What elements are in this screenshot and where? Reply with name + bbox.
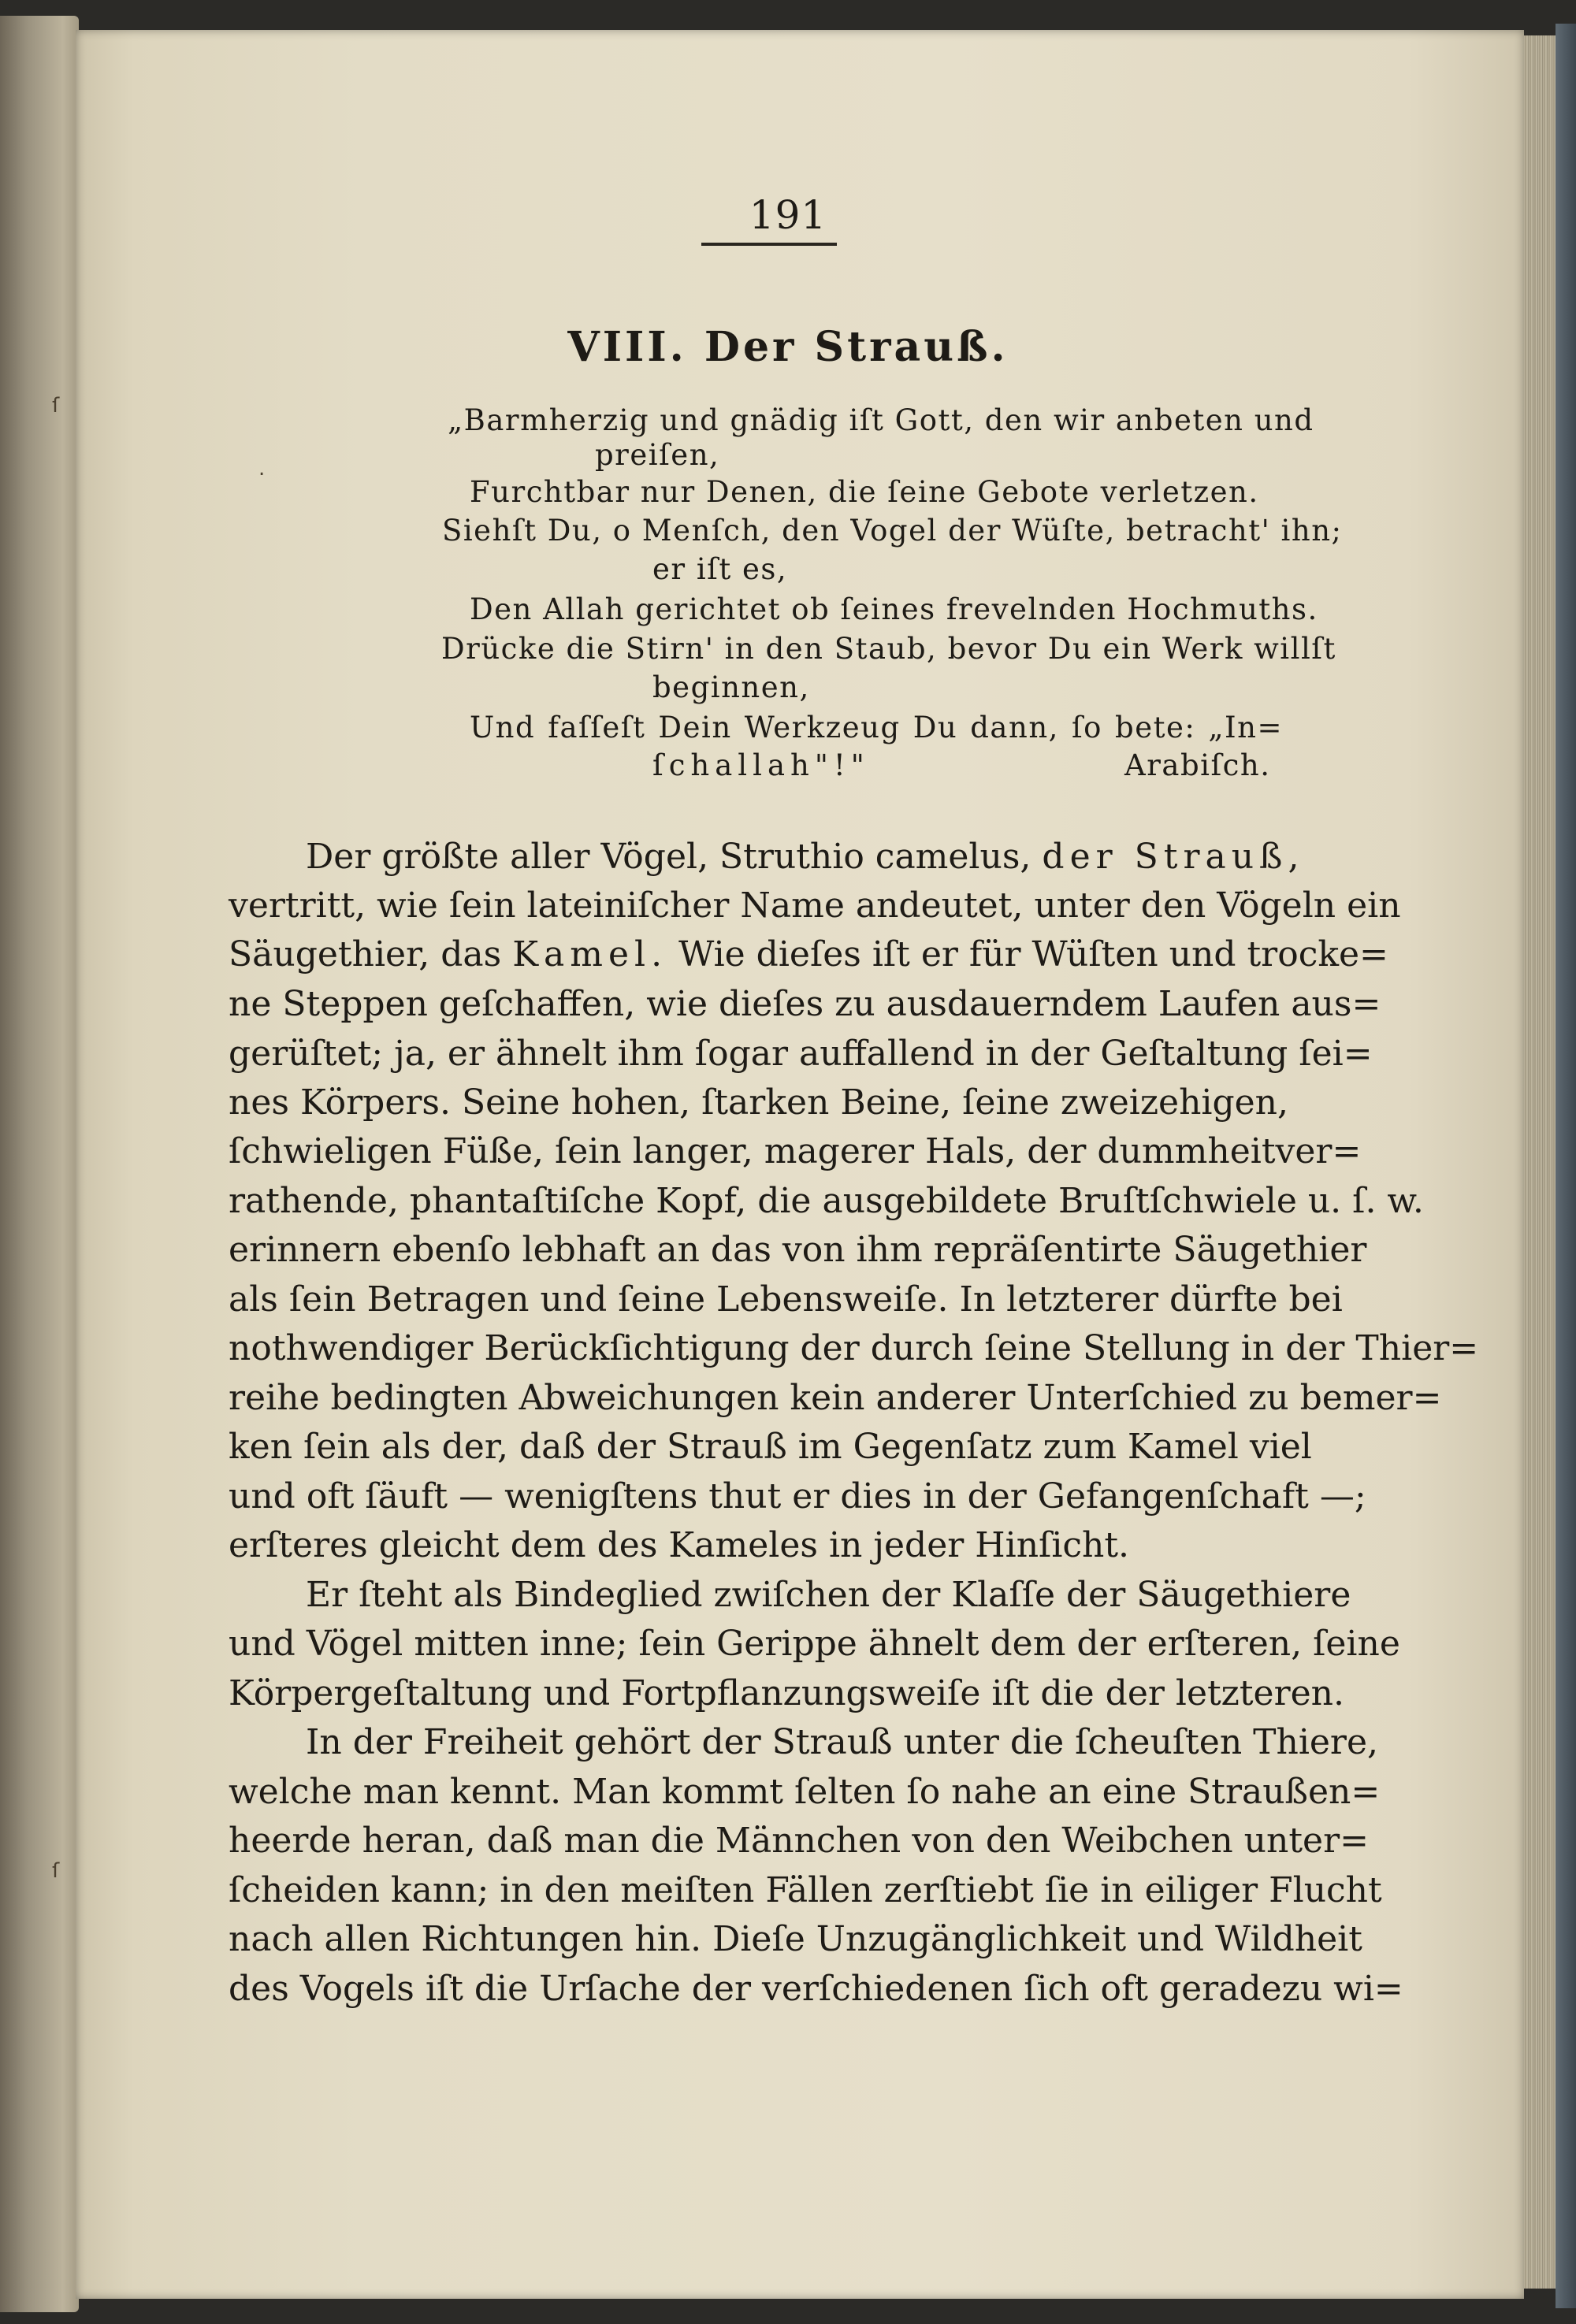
body-line xyxy=(306,1722,1378,1762)
body-line xyxy=(229,1378,1442,1418)
body-line-text: vertritt, wie ſein lateiniſcher Name andeutet, unter den Vögeln ein xyxy=(229,885,1401,926)
body-line xyxy=(229,1230,1367,1270)
epigraph-line: beginnen, xyxy=(652,670,810,704)
body-line-text: erinnern ebenſo lebhaft an das von ihm repräſentirte Säugethier xyxy=(229,1230,1367,1270)
body-line-text: ſcheiden kann; in den meiſten Fällen zerſtiebt ſie in eiliger Flucht xyxy=(229,1870,1382,1910)
body-line-text: Der größte aller Vögel, Struthio camelus, xyxy=(306,837,1043,877)
epigraph-line: „Barmherzig und gnädig iſt Gott, den wir anbeten und xyxy=(448,403,1314,437)
body-line xyxy=(306,837,1305,877)
body-line xyxy=(229,885,1401,926)
body-line xyxy=(229,1279,1343,1320)
body-line-text: reihe bedingten Abweichungen kein anderer Unterſchied zu bemer= xyxy=(229,1378,1442,1418)
body-line xyxy=(229,1525,1284,1565)
body-line-text: nach allen Richtungen hin. Dieſe Unzugänglichkeit und Wildheit xyxy=(229,1919,1362,1959)
page-number: 191 xyxy=(749,192,827,238)
epigraph-attribution: Arabiſch. xyxy=(1124,748,1271,782)
body-line-text: welche man kennt. Man kommt ſelten ſo nahe an eine Straußen= xyxy=(229,1772,1381,1812)
body-line-text: Wie dieſes iſt er für Wüſten und trocke= xyxy=(667,934,1388,975)
body-line xyxy=(229,1772,1381,1812)
body-line xyxy=(229,1034,1373,1074)
body-line xyxy=(229,1131,1362,1171)
body-line xyxy=(229,1870,1382,1910)
body-line xyxy=(229,1328,1479,1368)
epigraph-line: Furchtbar nur Denen, die ſeine Gebote verletzen. xyxy=(470,475,1259,509)
epigraph-line: preiſen, xyxy=(595,438,720,472)
previous-page-edge xyxy=(0,16,79,2312)
margin-mark: . xyxy=(258,457,266,481)
body-line-text: ken ſein als der, daß der Strauß im Gegenſatz zum Kamel viel xyxy=(229,1427,1312,1467)
body-line xyxy=(229,934,1388,975)
page-number-rule xyxy=(701,243,837,246)
body-line-text: gerüſtet; ja, er ähnelt ihm ſogar auffallend in der Geſtaltung ſei= xyxy=(229,1034,1373,1074)
body-line-text: ne Steppen geſchaffen, wie dieſes zu ausdauerndem Laufen aus= xyxy=(229,984,1381,1024)
body-line-text: und oft ſäuft — wenigſtens thut er dies in der Gefangenſchaft —; xyxy=(229,1476,1366,1517)
body-line-text: nes Körpers. Seine hohen, ſtarken Beine, ſeine zweizehigen, xyxy=(229,1082,1289,1123)
margin-mark: ſ xyxy=(52,394,60,418)
body-line xyxy=(229,1919,1362,1959)
book-cover-edge xyxy=(1556,24,1576,2308)
body-line-text: heerde heran, daß man die Männchen von den Weibchen unter= xyxy=(229,1821,1369,1861)
body-line-text: als ſein Betragen und ſeine Lebensweiſe. In letzterer dürfte bei xyxy=(229,1279,1343,1320)
body-line-text: Säugethier, das xyxy=(229,934,513,975)
body-line-text: ſchwieligen Füße, ſein langer, magerer Hals, der dummheitver= xyxy=(229,1131,1362,1171)
body-line-text: rathende, phantaſtiſche Kopf, die ausgebildete Bruſtſchwiele u. ſ. w. xyxy=(229,1181,1424,1221)
body-line-text: Er ſteht als Bindeglied zwiſchen der Klaſſe der Säugethiere xyxy=(306,1575,1351,1615)
epigraph-line: Den Allah gerichtet ob ſeines frevelnden Hochmuths. xyxy=(470,592,1318,626)
body-line-text: erſteres gleicht dem des Kameles in jeder Hinſicht. xyxy=(229,1525,1130,1565)
epigraph-line: Drücke die Stirn' in den Staub, bevor Du ein Werk willſt xyxy=(441,632,1336,666)
emphasized-term: Kamel. xyxy=(512,934,668,975)
body-line xyxy=(306,1575,1351,1615)
body-line xyxy=(229,1181,1424,1221)
body-line xyxy=(229,1673,1344,1713)
epigraph-line: Und faſſeſt Dein Werkzeug Du dann, ſo bete: „In= xyxy=(470,711,1283,744)
body-line xyxy=(229,984,1381,1024)
body-line xyxy=(229,1082,1289,1123)
emphasized-term: der Strauß, xyxy=(1042,837,1305,877)
body-line xyxy=(229,1821,1369,1861)
body-line-text: und Vögel mitten inne; ſein Gerippe ähnelt dem der erſteren, ſeine xyxy=(229,1624,1400,1664)
epigraph-line: ſchallah"!" xyxy=(652,748,870,782)
body-line xyxy=(229,1427,1312,1467)
body-line-text: Körpergeſtaltung und Fortpflanzungsweiſe iſt die der letzteren. xyxy=(229,1673,1344,1713)
body-line xyxy=(229,1624,1400,1664)
chapter-title: VIII. Der Strauß. xyxy=(567,323,1009,371)
margin-mark: ſ xyxy=(52,1859,60,1883)
body-line xyxy=(229,1476,1366,1517)
epigraph-line: Siehſt Du, o Menſch, den Vogel der Wüſte, betracht' ihn; xyxy=(442,514,1343,548)
body-line-text: In der Freiheit gehört der Strauß unter die ſcheuſten Thiere, xyxy=(306,1722,1378,1762)
body-line-text: des Vogels iſt die Urſache der verſchiedenen ſich oft geradezu wi= xyxy=(229,1969,1403,2009)
page-stack-edge xyxy=(1524,35,1556,2289)
body-line xyxy=(229,1969,1403,2009)
body-line-text: nothwendiger Berückſichtigung der durch ſeine Stellung in der Thier= xyxy=(229,1328,1479,1368)
epigraph-line: er iſt es, xyxy=(652,552,788,586)
